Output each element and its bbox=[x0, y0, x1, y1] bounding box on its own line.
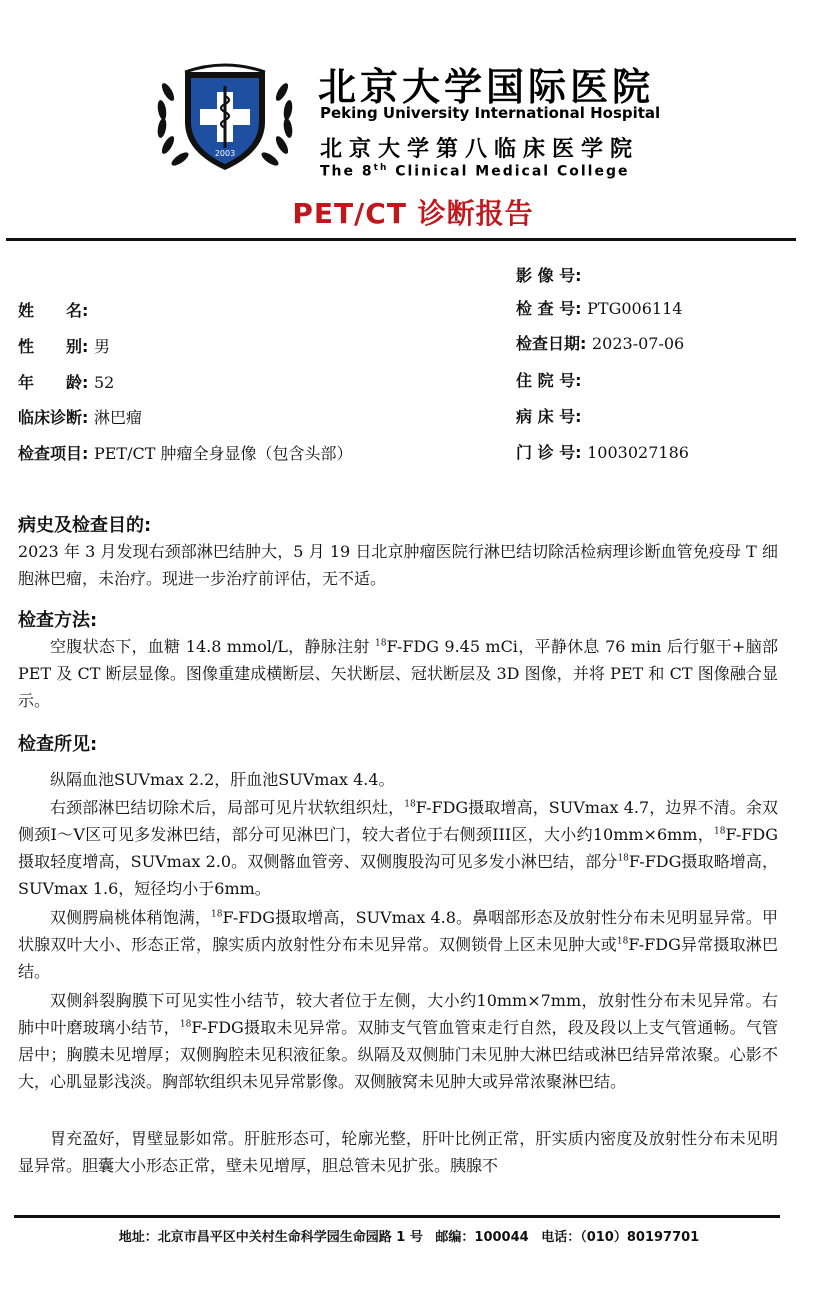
report-header bbox=[0, 0, 826, 240]
clinical-diagnosis-field: 临床诊断: 淋巴瘤 bbox=[18, 408, 142, 427]
patient-age-field: 年 龄: 52 bbox=[18, 373, 115, 392]
report-title: PET/CT 诊断报告 bbox=[292, 197, 534, 230]
footer-phone: 电话：（010）80197701 bbox=[541, 1230, 700, 1245]
findings-paragraph-5: 胃充盈好，胃壁显影如常。肝脏形态可，轮廓光整，肝叶比例正常，肝实质内密度及放射性分布未见明显异常。胆囊大小形态正常，壁未见增厚，胆总管未见扩张。胰腺不 bbox=[18, 1129, 778, 1175]
findings-paragraph-3: 双侧腭扁桃体稍饱满，$^{18}$F-FDG摄取增高，SUVmax 4.8。鼻咽部形态及放射性分布未见明显异常。甲状腺双叶大小、形态正常，腺实质内放射性分布未见异常。双侧锁骨上区未见肿大或$^{18}$F-FDG异常摄取淋巴结。 bbox=[18, 908, 778, 981]
method-text: 空腹状态下，血糖 14.8 mmol/L，静脉注射 $^{18}$F-FDG 9.45 mCi，平静休息 76 min 后行躯干+脑部 PET 及 CT 断层显像。图像重建成横断层、矢状断层、冠状断层及 3D 图像，并将 PET 和 CT 图像融合显示。 bbox=[18, 637, 778, 710]
exam-no-field: 检 查 号: PTG006114 bbox=[516, 299, 683, 318]
footer-postcode: 邮编：100044 bbox=[435, 1230, 529, 1245]
history-text: 2023 年 3 月发现右颈部淋巴结肿大，5 月 19 日北京肿瘤医院行淋巴结切除活检病理诊断血管免疫母 T 细胞淋巴瘤，未治疗。现进一步治疗前评估，无不适。 bbox=[18, 542, 778, 588]
findings-paragraph-1: 纵隔血池SUVmax 2.2，肝血池SUVmax 4.4。 bbox=[50, 770, 395, 789]
findings-paragraph-4: 双侧斜裂胸膜下可见实性小结节，较大者位于左侧，大小约10mm×7mm，放射性分布未见异常。右肺中叶磨玻璃小结节，$^{18}$F-FDG摄取未见异常。双肺支气管血管束走行自然，段及段以上支气管通畅。气管居中；胸膜未见增厚；双侧胸腔未见积液征象。纵隔及双侧肺门未见肿大淋巴结或淋巴结异常浓聚。心影不大，心肌显影浅淡。胸部软组织未见异常影像。双侧腋窝未见肿大或异常浓聚淋巴结。 bbox=[18, 991, 778, 1091]
findings-title: 检查所见: bbox=[18, 734, 98, 755]
hospital-name-en: Peking University International Hospital bbox=[320, 104, 661, 122]
footer-divider bbox=[14, 1215, 780, 1218]
patient-name-field: 姓 名: bbox=[18, 301, 89, 320]
image-no-field: 影 像 号: bbox=[516, 266, 582, 285]
inpatient-no-field: 住 院 号: bbox=[516, 371, 582, 390]
footer-contact bbox=[0, 1226, 826, 1245]
exam-item-field: 检查项目: PET/CT 肿瘤全身显像（包含头部） bbox=[18, 444, 353, 463]
header-divider bbox=[6, 238, 796, 241]
college-name-cn: 北京大学第八临床医学院 bbox=[320, 137, 640, 162]
hospital-logo bbox=[150, 52, 300, 182]
history-title: 病史及检查目的: bbox=[18, 515, 152, 536]
patient-gender-field: 性 别: 男 bbox=[18, 337, 110, 356]
outpatient-no-field: 门 诊 号: 1003027186 bbox=[516, 443, 689, 462]
footer-address: 地址：北京市昌平区中关村生命科学园生命园路 1 号 bbox=[118, 1230, 423, 1245]
findings-paragraph-2: 右颈部淋巴结切除术后，局部可见片状软组织灶，$^{18}$F-FDG摄取增高，SUVmax 4.7，边界不清。余双侧颈Ⅰ～Ⅴ区可见多发淋巴结，部分可见淋巴门，较大者位于右侧颈III区，大小约10mm×6mm，$^{18}$F-FDG摄取轻度增高，SUVmax 2.0。双侧髂血管旁、双侧腹股沟可见多发小淋巴结，部分$^{18}$F-FDG摄取略增高，SUVmax 1.6，短径均小于6mm。 bbox=[18, 798, 778, 898]
college-name-en: The 8th Clinical Medical College bbox=[320, 163, 630, 180]
method-title: 检查方法: bbox=[18, 610, 98, 631]
bed-no-field: 病 床 号: bbox=[516, 407, 582, 426]
logo-year: 2003 bbox=[214, 149, 236, 158]
exam-date-field: 检查日期: 2023-07-06 bbox=[516, 334, 685, 353]
hospital-name-cn: 北京大学国际医院 bbox=[318, 65, 655, 109]
